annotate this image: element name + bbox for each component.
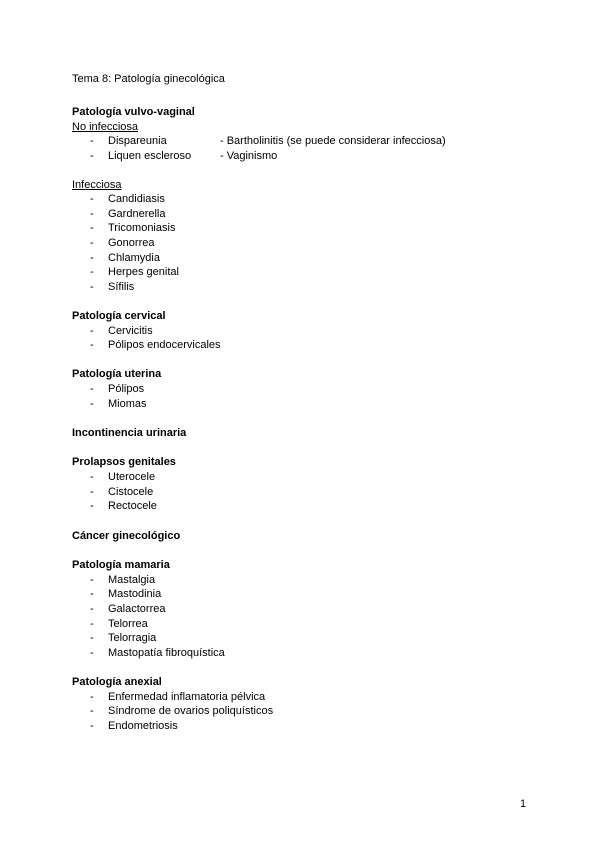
- list-item: - Cervicitis: [90, 325, 153, 337]
- list-item: - Cistocele: [90, 486, 154, 498]
- list-item: - Endometriosis: [90, 720, 178, 732]
- subheading-infecciosa: Infecciosa: [72, 179, 122, 191]
- list-item: - Uterocele: [90, 471, 156, 483]
- page-number: 1: [520, 798, 527, 810]
- list-item: - Galactorrea: [90, 603, 166, 615]
- list-item: - Pólipos: [90, 383, 145, 395]
- list-item: - Tricomoniasis: [90, 222, 176, 234]
- list-item: - Mastopatía fibroquística: [90, 647, 225, 659]
- list-item: - Telorrea: [90, 618, 148, 630]
- list-item: - Síndrome de ovarios poliquísticos: [90, 705, 274, 717]
- heading-vulvo-vaginal: Patología vulvo-vaginal: [72, 106, 195, 118]
- list-item: - Liquen escleroso: [90, 150, 192, 162]
- list-item: - Mastodinia: [90, 588, 162, 600]
- list-item: - Chlamydia: [90, 252, 160, 264]
- list-item: - Enfermedad inflamatoria pélvica: [90, 691, 266, 703]
- list-item: - Candidiasis: [90, 193, 165, 205]
- heading-cervical: Patología cervical: [72, 310, 166, 322]
- heading-uterina: Patología uterina: [72, 368, 162, 380]
- heading-prolapsos: Prolapsos genitales: [72, 456, 176, 468]
- heading-mamaria: Patología mamaria: [72, 559, 170, 571]
- list-item-col2: - Bartholinitis (se puede considerar infecciosa): [220, 135, 446, 147]
- list-item: - Dispareunia: [90, 135, 167, 147]
- document-title: Tema 8: Patología ginecológica: [72, 73, 225, 85]
- list-item-col2: - Vaginismo: [220, 150, 278, 162]
- list-item: - Mastalgia: [90, 574, 156, 586]
- list-item: - Sífilis: [90, 281, 135, 293]
- heading-cancer: Cáncer ginecológico: [72, 530, 181, 542]
- list-item: - Miomas: [90, 398, 147, 410]
- list-item: - Gardnerella: [90, 208, 166, 220]
- list-item: - Herpes genital: [90, 266, 179, 278]
- heading-incontinencia: Incontinencia urinaria: [72, 427, 187, 439]
- list-item: - Pólipos endocervicales: [90, 339, 221, 351]
- list-item: - Telorragia: [90, 632, 157, 644]
- list-item: - Rectocele: [90, 500, 157, 512]
- subheading-no-infecciosa: No infecciosa: [72, 121, 139, 133]
- list-item: - Gonorrea: [90, 237, 155, 249]
- heading-anexial: Patología anexial: [72, 676, 162, 688]
